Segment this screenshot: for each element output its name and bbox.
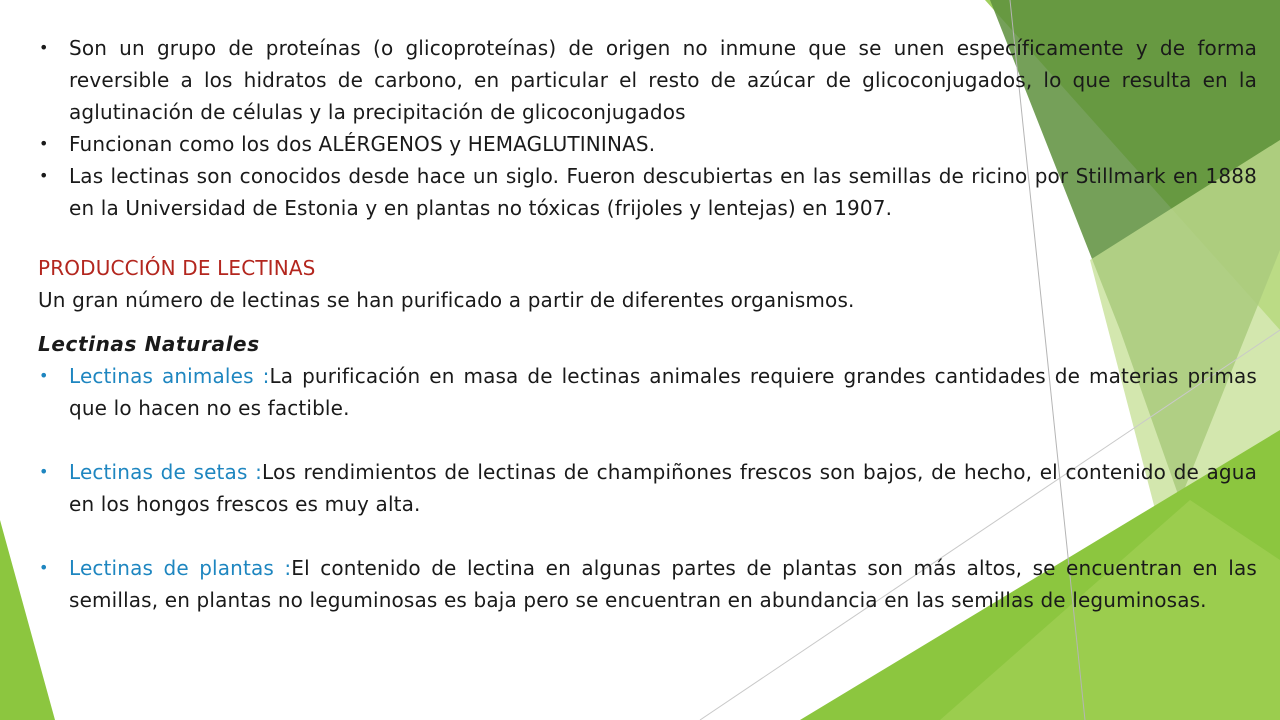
mushroom-lectins-label: Lectinas de setas : xyxy=(69,460,263,484)
plant-lectins-text: El contenido de lectina en algunas partes de plantas son más altos, se encuentran en las semillas, en plantas no leguminosas es baja pero se encuentran en abundancia en las semillas de leguminosas. xyxy=(69,556,1257,612)
bullet-plant-lectins xyxy=(38,552,1257,616)
animal-lectins-text: La purificación en masa de lectinas animales requiere grandes cantidades de materias primas que lo hacen no es factible. xyxy=(69,364,1257,420)
production-heading: PRODUCCIÓN DE LECTINAS xyxy=(38,256,316,280)
bullet-history: • Las lectinas son conocidos desde hace un siglo. Fueron descubiertas en las semillas de ricino por Stillmark en 1888 en la Universidad de Estonia y en plantas no tóxicas (frijoles y lentejas) en 1907. xyxy=(38,160,1257,224)
slide-content xyxy=(38,32,1257,616)
plant-lectins-label: Lectinas de plantas : xyxy=(69,556,292,580)
bullet-mushroom-lectins xyxy=(38,456,1257,520)
natural-lectins-heading: Lectinas Naturales xyxy=(38,332,260,356)
animal-lectins-label: Lectinas animales : xyxy=(69,364,270,388)
production-text: Un gran número de lectinas se han purificado a partir de diferentes organismos. xyxy=(38,288,855,312)
bullet-definition: • Son un grupo de proteínas (o glicoproteínas) de origen no inmune que se unen específicamente y de forma reversible a los hidratos de carbono, en particular el resto de azúcar de glicoconjugados, lo que resulta en la aglutinación de células y la precipitación de glicoconjugados xyxy=(38,32,1257,128)
bullet-function: • Funcionan como los dos ALÉRGENOS y HEMAGLUTININAS. xyxy=(38,128,1257,160)
bullet-animal-lectins xyxy=(38,360,1257,424)
mushroom-lectins-text: Los rendimientos de lectinas de champiñones frescos son bajos, de hecho, el contenido de agua en los hongos frescos es muy alta. xyxy=(69,460,1258,516)
